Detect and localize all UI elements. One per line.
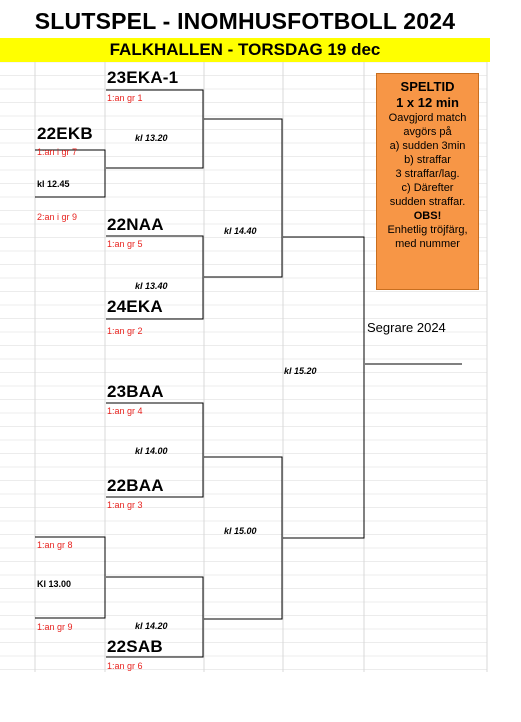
match-time: kl 14.00 bbox=[135, 446, 168, 456]
info-line: c) Därefter bbox=[401, 182, 454, 194]
info-heading: SPELTID bbox=[400, 79, 455, 94]
team-22ekb: 22EKB bbox=[37, 124, 93, 143]
place-label: 1:an gr 8 bbox=[37, 540, 73, 550]
match-time: kl 12.45 bbox=[37, 179, 70, 189]
bracket-line-semi-1440 bbox=[204, 119, 282, 277]
match-time: kl 13.20 bbox=[135, 133, 168, 143]
rules-info-box bbox=[376, 73, 479, 290]
info-duration: 1 x 12 min bbox=[396, 95, 459, 110]
match-time: kl 13.40 bbox=[135, 281, 168, 291]
team-22baa: 22BAA bbox=[107, 476, 164, 495]
info-line: avgörs på bbox=[403, 126, 452, 138]
team-22sab: 22SAB bbox=[107, 637, 163, 656]
winner-label: Segrare 2024 bbox=[367, 320, 446, 335]
match-time: kl 15.00 bbox=[224, 526, 257, 536]
info-obs: OBS! bbox=[413, 210, 442, 222]
match-time: kl 14.20 bbox=[135, 621, 168, 631]
place-label: 1:an gr 9 bbox=[37, 622, 73, 632]
info-line: b) straffar bbox=[404, 154, 451, 166]
place-label: 1:an gr 3 bbox=[107, 500, 143, 510]
team-23eka1: 23EKA-1 bbox=[107, 68, 179, 87]
place-label: 1:an gr 6 bbox=[107, 661, 143, 671]
team-23baa: 23BAA bbox=[107, 382, 164, 401]
place-label: 1:an i gr 7 bbox=[37, 147, 78, 157]
info-line: a) sudden 3min bbox=[389, 140, 466, 152]
bracket-line-r1-top bbox=[35, 150, 105, 197]
info-line: Enhetlig tröjfärg, bbox=[387, 224, 468, 236]
page-title: SLUTSPEL - INOMHUSFOTBOLL 2024 bbox=[34, 8, 456, 34]
place-label: 1:an gr 4 bbox=[107, 406, 143, 416]
place-label: 2:an i gr 9 bbox=[37, 212, 78, 222]
match-time: Kl 13.00 bbox=[37, 579, 72, 589]
place-label: 1:an gr 2 bbox=[107, 326, 143, 336]
match-time: kl 14.40 bbox=[224, 226, 257, 236]
info-line: Oavgjord match bbox=[388, 112, 467, 124]
match-time: kl 15.20 bbox=[284, 366, 317, 376]
info-line: 3 straffar/lag. bbox=[395, 168, 460, 180]
team-24eka: 24EKA bbox=[107, 297, 163, 316]
place-label: 1:an gr 5 bbox=[107, 239, 143, 249]
info-line: sudden straffar. bbox=[389, 196, 466, 208]
team-22naa: 22NAA bbox=[107, 215, 164, 234]
bracket-line-semi-1500 bbox=[204, 457, 282, 619]
bracket-line-final-1520 bbox=[283, 237, 364, 538]
page-subtitle: FALKHALLEN - TORSDAG 19 dec bbox=[0, 38, 490, 62]
place-label: 1:an gr 1 bbox=[107, 93, 143, 103]
info-line: med nummer bbox=[395, 238, 460, 250]
